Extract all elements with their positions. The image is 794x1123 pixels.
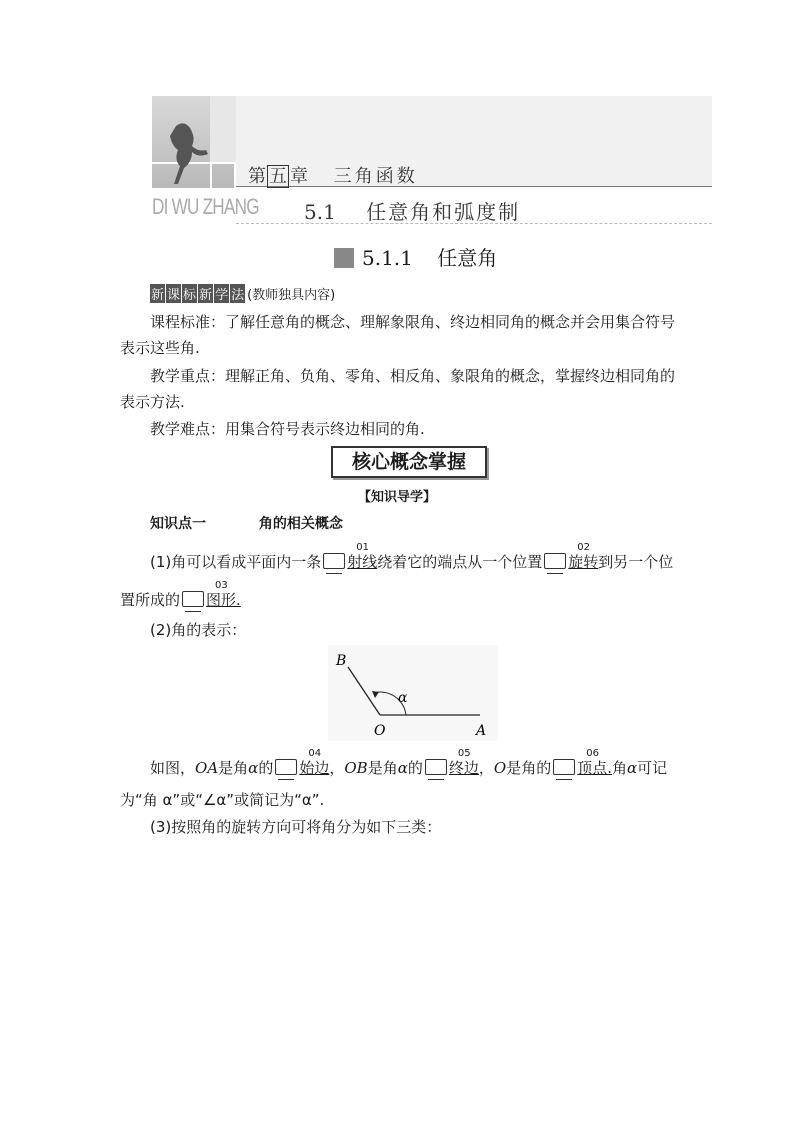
answer-blank: 05	[425, 759, 447, 775]
knowledge-point: 知识点一 角的相关概念	[150, 516, 343, 532]
badge-char: 法	[230, 284, 245, 303]
answer-blank: 06	[553, 759, 575, 775]
book-icon	[334, 248, 354, 268]
header-banner	[152, 96, 712, 228]
answer-text: 图形.	[206, 591, 241, 609]
concept-paragraph-2: (2)角的表示：	[150, 621, 247, 639]
badge-char: 标	[182, 284, 197, 303]
badge-char: 新	[198, 284, 213, 303]
angle-diagram	[328, 645, 498, 741]
answer-blank: 03	[182, 591, 204, 607]
badge-note: (教师独具内容)	[247, 287, 336, 303]
answer-text: 顶点.	[577, 759, 612, 777]
course-standard: 课程标准：了解任意角的概念、理解象限角、终边相同角的概念并会用集合符号表示这些角.	[120, 313, 676, 357]
answer-text: 始边	[299, 759, 330, 777]
badge-char: 课	[166, 284, 181, 303]
answer-text: 旋转	[568, 553, 599, 571]
teaching-focus: 教学重点：理解正角、负角、零角、相反角、象限角的概念，掌握终边相同角的表示方法.	[120, 367, 676, 411]
answer-blank: 04	[275, 759, 297, 775]
section-box: 核心概念掌握	[331, 446, 487, 478]
label-o: O	[374, 723, 386, 739]
section-title: 5.1 任意角和弧度制	[304, 200, 521, 224]
label-alpha: α	[398, 690, 408, 706]
subsection-title: 5.1.1 任意角	[334, 242, 497, 272]
label-b: B	[336, 653, 347, 669]
answer-text: 终边	[448, 759, 479, 777]
label-a: A	[476, 723, 487, 739]
teaching-difficulty: 教学难点：用集合符号表示终边相同的角.	[150, 420, 425, 438]
badge-char: 新	[150, 284, 165, 303]
answer-text: 射线	[347, 553, 378, 571]
chapter-number-box: 五	[269, 166, 287, 187]
guide-title: 【知识导学】	[357, 490, 436, 505]
banner-text: DI WU ZHANG	[152, 194, 259, 219]
answer-blank: 01	[323, 553, 345, 569]
concept-paragraph-3: 如图，OA是角α的 04 始边，OB是角α的 05 终边，O是角的 06 顶点.角α可记为“角 α”或“∠α”或简记为“α”.	[120, 748, 668, 809]
chapter-title: 三角函数	[333, 166, 418, 187]
badge-char: 学	[214, 284, 229, 303]
course-badge	[150, 284, 335, 302]
concept-paragraph-1: (1)角可以看成平面内一条 01 射线绕着它的端点从一个位置 02 旋转到另一个位置所成的 03 图形.	[120, 542, 674, 609]
answer-blank: 02	[544, 553, 566, 569]
chapter-label: 第 五 章 三角函数	[248, 166, 418, 187]
concept-paragraph-4: (3)按照角的旋转方向可将角分为如下三类：	[150, 818, 442, 836]
